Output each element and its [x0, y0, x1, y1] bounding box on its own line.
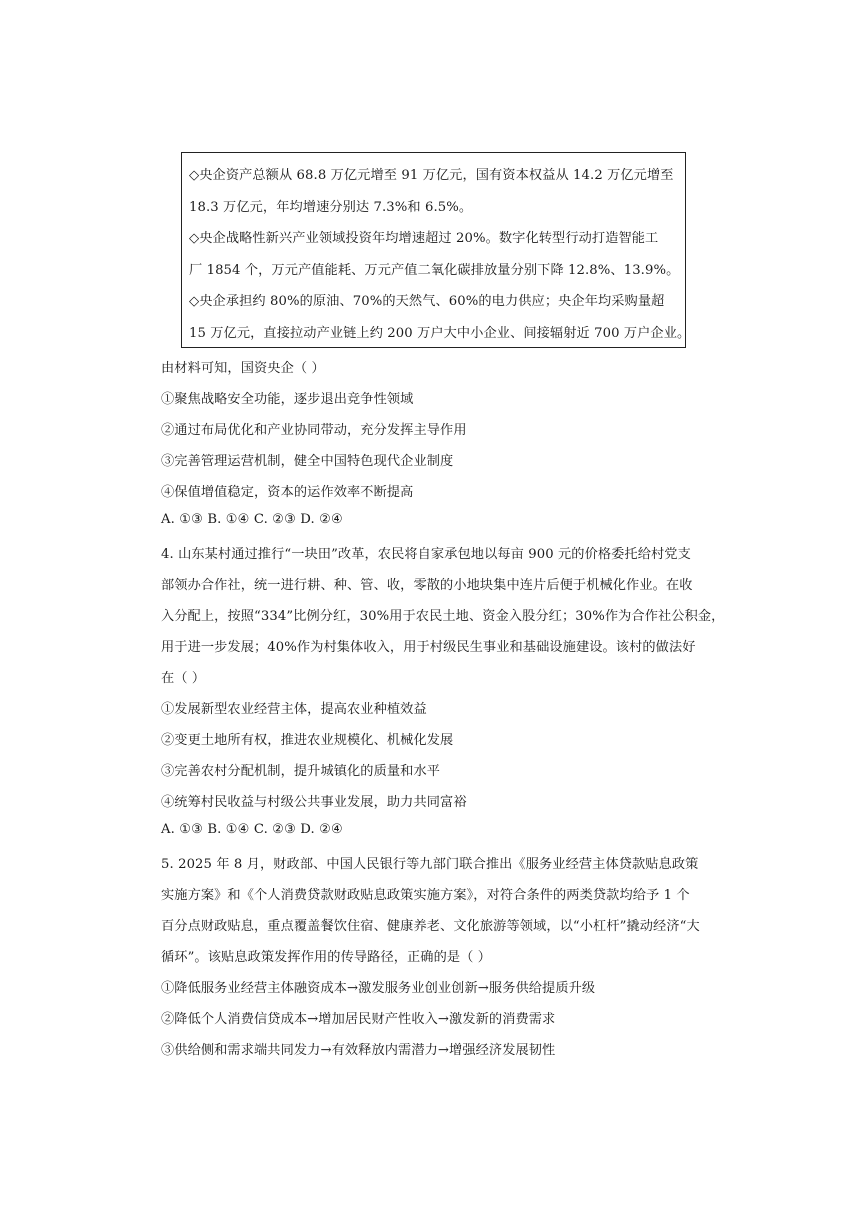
q4-option-2: ②变更土地所有权，推进农业规模化、机械化发展: [161, 733, 454, 748]
material-line: ◇央企承担约 80%的原油、70%的天然气、60%的电力供应；央企年均采购量超: [189, 294, 665, 310]
q5-stem-line: 百分点财政贴息，重点覆盖餐饮住宿、健康养老、文化旅游等领域，以“小杠杆”撬动经济“大: [161, 919, 700, 934]
q4-option-4: ④统筹村民收益与村级公共事业发展，助力共同富裕: [161, 795, 467, 810]
q3-choices: A. ①③ B. ①④ C. ②③ D. ②④: [161, 512, 343, 527]
q4-option-1: ①发展新型农业经营主体，提高农业种植效益: [161, 702, 427, 717]
q5-stem-line: 实施方案》和《个人消费贷款财政贴息政策实施方案》，对符合条件的两类贷款均给予 1 个: [161, 888, 690, 903]
material-line: 18.3 万亿元，年均增速分别达 7.3%和 6.5%。: [189, 199, 473, 215]
q3-stem: 由材料可知，国资央企（ ）: [161, 361, 325, 376]
q3-option-2: ②通过布局优化和产业协同带动，充分发挥主导作用: [161, 423, 467, 438]
q3-option-4: ④保值增值稳定，资本的运作效率不断提高: [161, 485, 414, 500]
q4-stem-line: 入分配上，按照“334”比例分红，30%用于农民土地、资金入股分红；30%作为合作社公积金，: [161, 609, 725, 624]
material-line: 15 万亿元，直接拉动产业链上约 200 万户大中小企业、间接辐射近 700 万户企业。: [189, 325, 691, 341]
q5-option-2: ②降低个人消费信贷成本→增加居民财产性收入→激发新的消费需求: [161, 1012, 556, 1027]
q4-stem-line: 用于进一步发展；40%作为村集体收入，用于村级民生事业和基础设施建设。该村的做法好: [161, 640, 696, 655]
q5-stem-line: 5. 2025 年 8 月，财政部、中国人民银行等九部门联合推出《服务业经营主体贷款贴息政策: [161, 857, 699, 872]
material-box: [181, 152, 691, 348]
q5-option-3: ③供给侧和需求端共同发力→有效释放内需潜力→增强经济发展韧性: [161, 1043, 556, 1058]
material-line: ◇央企战略性新兴产业领域投资年均增速超过 20%。数字化转型行动打造智能工: [189, 231, 659, 247]
q4-stem-line: 部领办合作社，统一进行耕、种、管、收，零散的小地块集中连片后便于机械化作业。在收: [161, 578, 693, 593]
q5-option-1: ①降低服务业经营主体融资成本→激发服务业创业创新→服务供给提质升级: [161, 981, 596, 996]
material-line: 厂 1854 个，万元产值能耗、万元产值二氧化碳排放量分别下降 12.8%、13.9%。: [189, 262, 680, 278]
q3-option-1: ①聚焦战略安全功能，逐步退出竞争性领域: [161, 392, 414, 407]
q4-option-3: ③完善农村分配机制，提升城镇化的质量和水平: [161, 764, 441, 779]
q4-stem-line: 在（ ）: [161, 671, 206, 686]
q4-stem-line: 4. 山东某村通过推行“一块田”改革，农民将自家承包地以每亩 900 元的价格委托给村党支: [161, 547, 691, 562]
material-line: ◇央企资产总额从 68.8 万亿元增至 91 万亿元，国有资本权益从 14.2 万亿元增至: [189, 168, 674, 183]
q3-option-3: ③完善管理运营机制，健全中国特色现代企业制度: [161, 454, 454, 469]
q4-choices: A. ①③ B. ①④ C. ②③ D. ②④: [161, 822, 343, 837]
q5-stem-line: 循环”。该贴息政策发挥作用的传导路径，正确的是（ ）: [161, 950, 492, 965]
